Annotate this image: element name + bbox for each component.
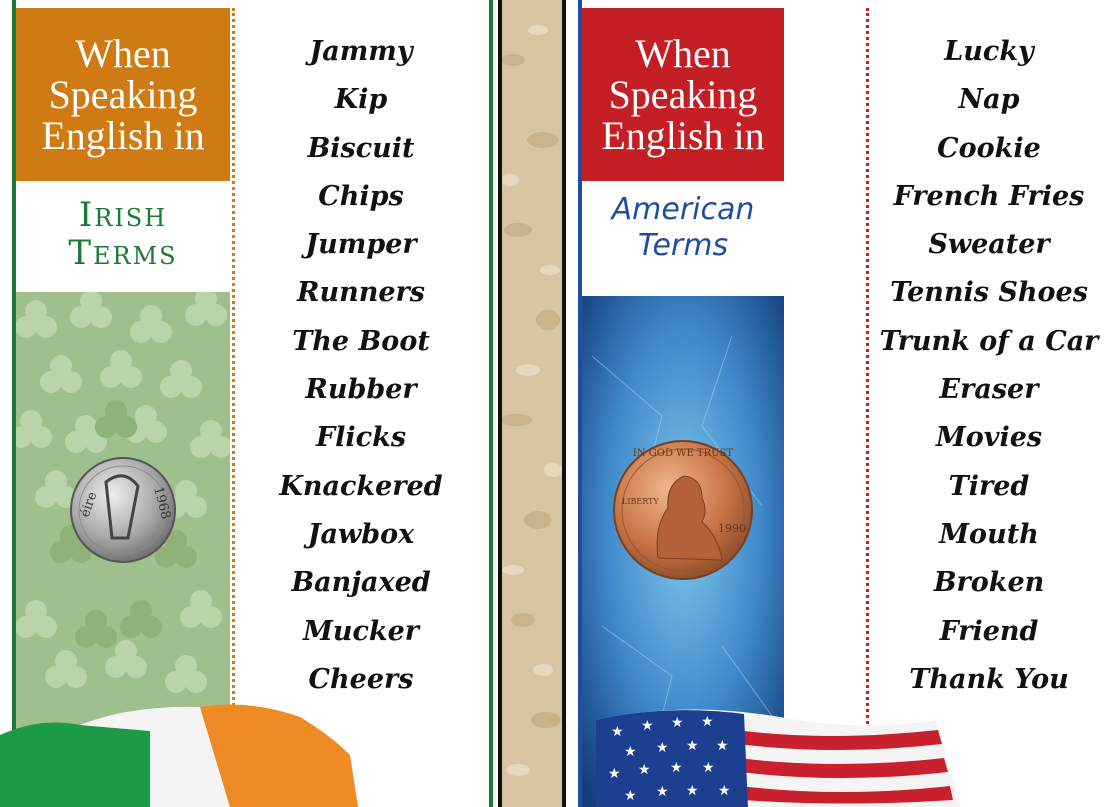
american-title-column <box>582 0 860 807</box>
irish-coin-text-1: éire <box>77 490 101 520</box>
svg-text:★: ★ <box>638 762 651 778</box>
irish-word: Kip <box>334 84 388 116</box>
irish-word-list <box>236 28 486 704</box>
irish-header <box>16 8 230 181</box>
irish-word: Biscuit <box>307 132 415 164</box>
american-header <box>582 8 784 181</box>
american-header-line-2: Speaking <box>608 72 758 117</box>
irish-word: Rubber <box>305 374 417 406</box>
irish-word: Knackered <box>279 470 443 502</box>
american-word-list <box>876 28 1102 704</box>
american-word: French Fries <box>893 180 1085 212</box>
svg-text:★: ★ <box>686 738 699 754</box>
irish-bookmark <box>0 0 498 807</box>
irish-word: Banjaxed <box>291 567 431 599</box>
american-word: Friend <box>939 615 1039 647</box>
irish-header-line-3: English in <box>41 113 205 158</box>
american-word: Mouth <box>939 518 1039 550</box>
penny-liberty: LIBERTY <box>622 497 659 506</box>
svg-text:★: ★ <box>718 783 731 799</box>
american-word: Cookie <box>937 132 1041 164</box>
american-word: Trunk of a Car <box>879 325 1099 357</box>
irish-word: Jumper <box>305 229 417 261</box>
american-word: Lucky <box>944 36 1034 67</box>
irish-subtitle <box>16 196 230 272</box>
irish-title-column <box>16 0 230 807</box>
american-word: Broken <box>933 567 1045 599</box>
american-dotted-divider <box>866 8 869 807</box>
irish-subtitle-line-2: Terms <box>68 233 178 273</box>
american-word: Nap <box>958 84 1020 116</box>
irish-coin-text-2: 1968 <box>150 485 174 522</box>
american-word: Eraser <box>939 374 1039 406</box>
irish-border-right <box>489 0 493 807</box>
american-header-line-1: When <box>635 31 731 76</box>
svg-text:★: ★ <box>716 738 729 754</box>
irish-header-line-2: Speaking <box>48 72 198 117</box>
svg-text:★: ★ <box>656 784 669 800</box>
american-word: Movies <box>935 422 1043 454</box>
american-subtitle-line-1: American <box>611 192 755 227</box>
american-word: Tired <box>948 470 1030 502</box>
irish-word: Chips <box>318 180 404 212</box>
irish-word: Mucker <box>302 615 420 647</box>
irish-flag <box>0 695 498 807</box>
irish-subtitle-line-1: Irish <box>78 195 168 235</box>
svg-text:★: ★ <box>702 760 715 776</box>
american-word: Tennis Shoes <box>890 277 1088 309</box>
irish-word: Cheers <box>308 663 414 695</box>
svg-text:★: ★ <box>624 744 637 760</box>
american-word: Sweater <box>928 229 1050 261</box>
svg-text:★: ★ <box>611 724 624 740</box>
irish-word: The Boot <box>292 325 430 357</box>
svg-text:★: ★ <box>686 783 699 799</box>
svg-text:★: ★ <box>671 715 684 731</box>
svg-text:★: ★ <box>624 788 637 804</box>
svg-text:★: ★ <box>608 766 621 782</box>
american-flag <box>566 700 986 807</box>
marble-texture <box>498 0 566 807</box>
svg-text:★: ★ <box>701 714 714 730</box>
american-subtitle <box>582 192 784 264</box>
penny-motto: IN GOD WE TRUST <box>632 448 734 459</box>
american-bookmark <box>566 0 1107 807</box>
irish-dotted-divider <box>232 8 235 807</box>
penny-year: 1990 <box>718 522 746 535</box>
irish-word: Flicks <box>315 422 407 454</box>
irish-word: Jawbox <box>307 518 415 550</box>
irish-header-line-1: When <box>75 31 171 76</box>
american-word: Thank You <box>909 663 1069 695</box>
svg-text:★: ★ <box>656 740 669 756</box>
svg-text:★: ★ <box>670 760 683 776</box>
irish-word: Runners <box>297 277 425 309</box>
irish-word: Jammy <box>309 36 413 67</box>
american-header-line-3: English in <box>601 113 765 158</box>
american-subtitle-line-2: Terms <box>637 228 729 263</box>
svg-text:★: ★ <box>641 718 654 734</box>
